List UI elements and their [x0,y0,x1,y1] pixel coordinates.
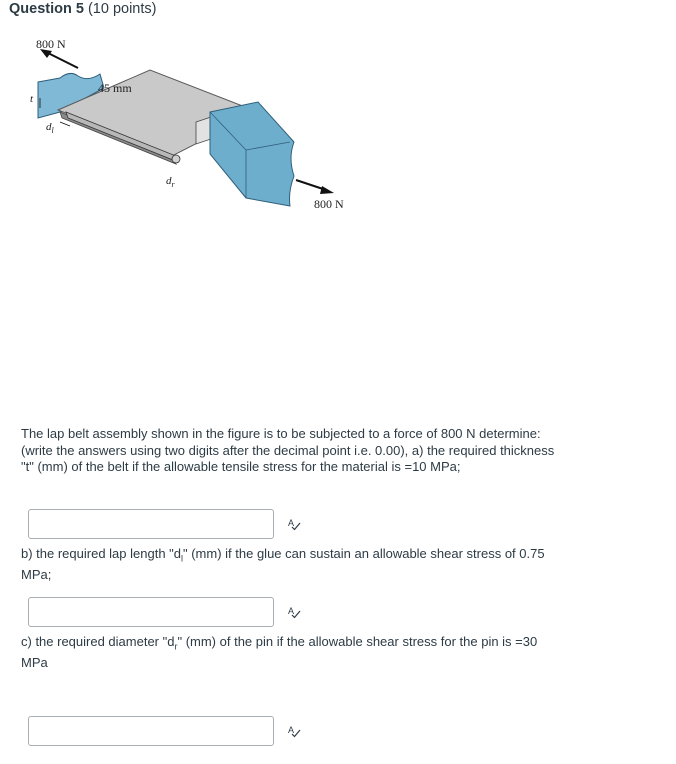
thickness-label: t [30,93,34,105]
belt-right-plate [210,102,294,206]
lap-belt-figure [0,30,380,220]
svg-text:A: A [288,725,295,735]
question-part-b: b) the required lap length "$d_l$" (mm) if the glue can sustain an allowable shear stress of 0.75 MPa; [21,546,545,583]
spellcheck-icon[interactable] [287,724,301,738]
answer-a-input[interactable] [28,509,274,539]
question-title: Question 5 [9,1,84,17]
question-header [9,0,156,18]
lap-length-label: $d_l$ [46,121,54,135]
question-part-c: c) the required diameter "$d_r$" (mm) of the pin if the allowable shear stress for the pin is =30 MPa [21,634,538,671]
svg-text:A: A [288,518,295,528]
answer-c-input[interactable] [28,716,274,746]
question-intro: The lap belt assembly shown in the figure is to be subjected to a force of 800 N determine: (write the answers using two digits after the decimal point i.e. 0.00), a) the required thickness "t" (mm) of the belt if the allowable tensile stress for the material is =10 MPa; [21,426,555,474]
pin-diameter-label: $d_r$ [166,175,175,189]
force-label-left: 800 N [36,37,66,51]
spellcheck-icon[interactable] [287,517,301,531]
svg-text:A: A [288,606,295,616]
pin-head [172,155,180,163]
question-points: (10 points) [87,1,157,17]
width-label: 45 mm [98,81,132,95]
force-label-right: 800 N [314,197,344,211]
spellcheck-icon[interactable] [287,605,301,619]
force-arrow-left [46,52,78,68]
answer-b-input[interactable] [28,597,274,627]
